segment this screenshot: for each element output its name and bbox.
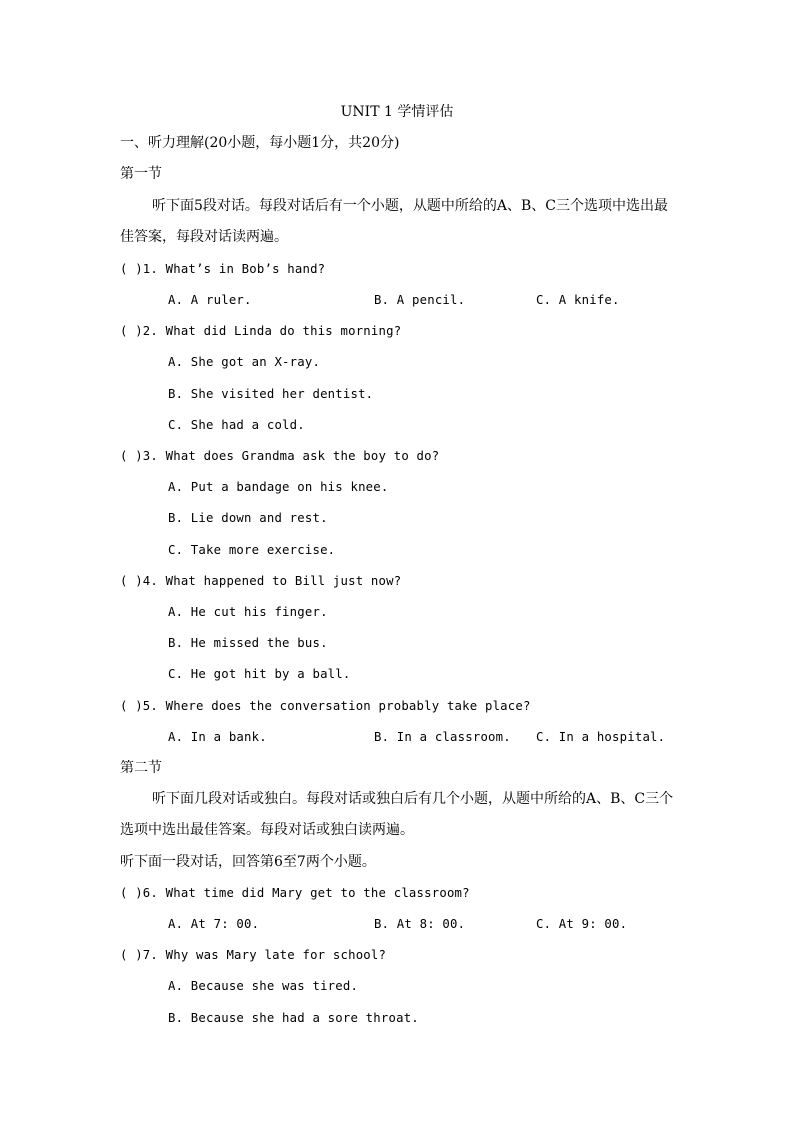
- question-5-option-a: A. In a bank.: [168, 730, 267, 744]
- question-6-option-a: A. At 7: 00.: [168, 917, 260, 931]
- part2-instructions-line2: 选项中选出最佳答案。每段对话或独白读两遍。: [120, 822, 414, 838]
- section-heading-listening: 一、听力理解(20小题，每小题1分，共20分): [120, 135, 400, 151]
- question-7-option-b: B. Because she had a sore throat.: [168, 1011, 419, 1025]
- question-3-option-a: A. Put a bandage on his knee.: [168, 480, 389, 494]
- page-title: UNIT 1 学情评估: [340, 104, 454, 120]
- question-7-option-a: A. Because she was tired.: [168, 979, 359, 993]
- question-7-stem: ( )7. Why was Mary late for school?: [120, 948, 387, 962]
- question-3-stem: ( )3. What does Grandma ask the boy to do?: [120, 449, 440, 463]
- question-5-option-b: B. In a classroom.: [374, 730, 511, 744]
- question-1-option-b: B. A pencil.: [374, 293, 466, 307]
- part1-instructions-line2: 佳答案，每段对话读两遍。: [120, 229, 288, 245]
- question-4-option-c: C. He got hit by a ball.: [168, 667, 351, 681]
- question-2-option-a: A. She got an X-ray.: [168, 355, 321, 369]
- question-5-option-c: C. In a hospital.: [536, 730, 666, 744]
- part1-instructions-line1: 听下面5段对话。每段对话后有一个小题，从题中所给的A、B、C三个选项中选出最: [152, 198, 669, 214]
- question-3-option-c: C. Take more exercise.: [168, 543, 336, 557]
- question-4-stem: ( )4. What happened to Bill just now?: [120, 574, 402, 588]
- question-4-option-a: A. He cut his finger.: [168, 605, 328, 619]
- question-4-option-b: B. He missed the bus.: [168, 636, 328, 650]
- question-3-option-b: B. Lie down and rest.: [168, 511, 328, 525]
- question-1-option-c: C. A knife.: [536, 293, 620, 307]
- question-1-option-a: A. A ruler.: [168, 293, 252, 307]
- question-2-option-b: B. She visited her dentist.: [168, 387, 374, 401]
- question-6-stem: ( )6. What time did Mary get to the classroom?: [120, 886, 470, 900]
- question-6-option-c: C. At 9: 00.: [536, 917, 628, 931]
- question-1-stem: ( )1. What’s in Bob’s hand?: [120, 262, 326, 276]
- dialogue-intro: 听下面一段对话，回答第6至7两个小题。: [120, 854, 376, 870]
- part2-instructions-line1: 听下面几段对话或独白。每段对话或独白后有几个小题，从题中所给的A、B、C三个: [152, 791, 674, 807]
- part-label-2: 第二节: [120, 760, 162, 776]
- question-2-option-c: C. She had a cold.: [168, 418, 305, 432]
- question-2-stem: ( )2. What did Linda do this morning?: [120, 324, 402, 338]
- question-5-stem: ( )5. Where does the conversation probably take place?: [120, 699, 531, 713]
- question-6-option-b: B. At 8: 00.: [374, 917, 466, 931]
- part-label-1: 第一节: [120, 166, 162, 182]
